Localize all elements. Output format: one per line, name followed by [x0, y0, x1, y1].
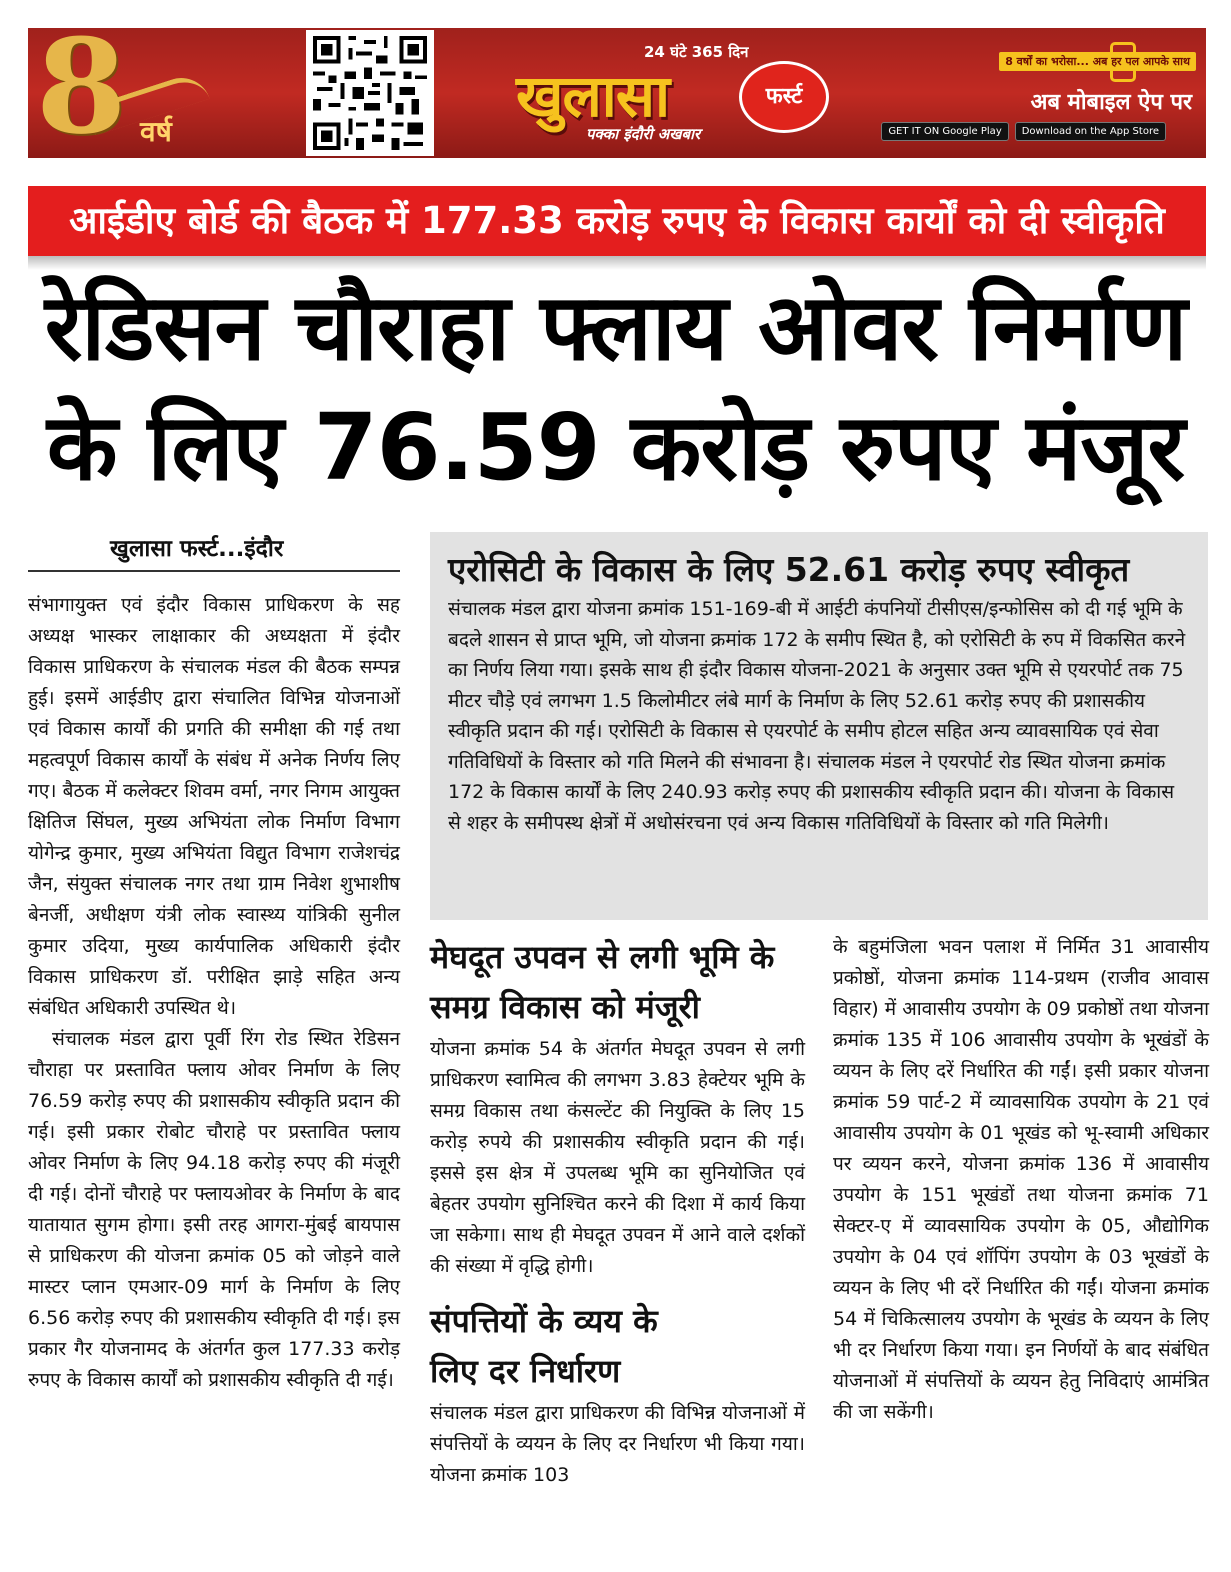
left-column [28, 590, 400, 1396]
logo-suffix: फर्स्ट [742, 64, 826, 130]
app-store-badge[interactable]: Download on the App Store [1015, 122, 1166, 141]
meghdoot-title: मेघदूत उपवन से लगी भूमि के समग्र विकास को मंजूरी [430, 938, 775, 1026]
store-badges [881, 122, 1166, 141]
aerocity-body: संचालक मंडल द्वारा योजना क्रमांक 151-169-बी में आईटी कंपनियों टीसीएस/इन्फोसिस को दी गई भूमि के बदले शासन से प्राप्त भूमि, जो योजना क्रमांक 172 के समीप स्थित है, को एरोसिटी के रुप में विकसित करने का निर्णय लिया गया। इसके साथ ही इंदौर विकास योजना-2021 के अनुसार उक्त भूमि से एयरपोर्ट तक 75 मीटर चौड़े एवं लगभग 1.5 किलोमीटर लंबे मार्ग के निर्माण के लिए 52.61 करोड़ रुपए की प्रशासकीय स्वीकृति प्रदान की गई। एरोसिटी के विकास से एयरपोर्ट के समीप होटल सहित अन्य व्यावसायिक एवं सेवा गतिविधियों के विस्तार को गति मिलने की संभावना है। संचालक मंडल ने एयरपोर्ट रोड स्थित योजना क्रमांक 172 के विकास कार्यों के लिए 240.93 करोड़ रुपए की प्रशासकीय स्वीकृति प्रदान की। योजना के विकास से शहर के समीपस्थ क्षेत्रों में अधोसंरचना एवं अन्य विकास गतिविधियों के विस्तार को गति मिलेगी। [448, 598, 1186, 834]
rates-body-continued: के बहुमंजिला भवन पलाश में निर्मित 31 आवासीय प्रकोष्ठों, योजना क्रमांक 114-प्रथम (राजीव आवास विहार) में आवासीय उपयोग के 09 प्रकोष्ठों तथा योजना क्रमांक 135 में 106 आवासीय उपयोग के भूखंडों के व्ययन के लिए दरें निर्धारित की गईं। इसी प्रकार योजना क्रमांक 59 पार्ट-2 में व्यावसायिक उपयोग के 21 एवं आवासीय उपयोग के 01 भूखंड को भू-स्वामी अधिकार पर व्ययन करने, योजना क्रमांक 136 में आवासीय उपयोग के 151 भूखंडों तथा योजना क्रमांक 71 सेक्टर-ए में व्यावसायिक उपयोग के 05, औद्योगिक उपयोग के 04 एवं शॉपिंग उपयोग के 03 भूखंडों के व्ययन के लिए भी दरें निर्धारित की गईं। योजना क्रमांक 54 में चिकित्सालय उपयोग के भूखंड के व्ययन के लिए भी दर निर्धारण किया गया। इन निर्णयों के बाद संबंधित योजनाओं में संपत्तियों के व्ययन हेतु निविदाएं आमंत्रित की जा सकेंगी। [833, 936, 1209, 1423]
newspaper-logo [516, 34, 846, 154]
app-promo [888, 42, 1196, 152]
right-column [833, 932, 1209, 1428]
anniversary-number: 8 [36, 28, 127, 158]
anniversary-emblem [28, 28, 228, 158]
logo-name: खुलासा [516, 62, 670, 130]
aerocity-box [430, 532, 1208, 920]
logo-subtitle: पक्का इंदौरी अखबार [586, 125, 701, 143]
masthead [28, 28, 1206, 158]
kicker-banner: आईडीए बोर्ड की बैठक में 177.33 करोड़ रुपए के विकास कार्यों को दी स्वीकृति [28, 186, 1206, 256]
anniversary-label: वर्ष [140, 115, 172, 148]
aerocity-title: एरोसिटी के विकास के लिए 52.61 करोड़ रुपए स्वीकृत [448, 550, 1130, 589]
left-paragraph-1: संभागायुक्त एवं इंदौर विकास प्राधिकरण के सह अध्यक्ष भास्कर लाक्षाकार की अध्यक्षता में इंदौर विकास प्राधिकरण के संचालक मंडल की बैठक सम्पन्न हुई। इसमें आईडीए द्वारा संचालित विभिन्न योजनाओं एवं विकास कार्यों की प्रगति की समीक्षा की गई तथा महत्वपूर्ण विकास कार्यों के संबंध में अनेक निर्णय लिए गए। बैठक में कलेक्टर शिवम वर्मा, नगर निगम आयुक्त क्षितिज सिंघल, मुख्य अभियंता लोक निर्माण विभाग योगेन्द्र कुमार, मुख्य अभियंता विद्युत विभाग राजेशचंद्र जैन, संयुक्त संचालक नगर तथा ग्राम निवेश शुभाशीष बेनर्जी, अधीक्षण यंत्री लोक स्वास्थ्य यांत्रिकी सुनील कुमार उदिया, मुख्य कार्यपालिक अधिकारी इंदौर विकास प्राधिकरण डॉ. परीक्षित झाड़े सहित अन्य संबंधित अधिकारी उपस्थित थे। [28, 594, 400, 1019]
byline: खुलासा फर्स्ट...इंदौर [110, 536, 284, 562]
qr-code-icon[interactable] [306, 30, 434, 156]
headline-line-1: रेडिसन चौराहा फ्लाय ओवर निर्माण [44, 274, 1187, 381]
google-play-badge[interactable]: GET IT ON Google Play [881, 122, 1008, 141]
main-headline [20, 268, 1211, 508]
rates-title: संपत्तियों के व्यय के लिए दर निर्धारण [430, 1302, 658, 1390]
byline-rule [28, 570, 400, 572]
rates-body-start: संचालक मंडल द्वारा प्राधिकरण की विभिन्न योजनाओं में संपत्तियों के व्ययन के लिए दर निर्धारण भी किया गया। योजना क्रमांक 103 [430, 1402, 805, 1486]
logo-tagline: 24 घंटे 365 दिन [644, 43, 749, 61]
qr-code-graphic [312, 36, 428, 150]
meghdoot-body: योजना क्रमांक 54 के अंतर्गत मेघदूत उपवन से लगी प्राधिकरण स्वामित्व की लगभग 3.83 हेक्टेयर भूमि के समग्र विकास तथा कंसल्टेंट की नियुक्ति के लिए 15 करोड़ रुपये की प्रशासकीय स्वीकृति प्रदान की गई। इससे इस क्षेत्र में उपलब्ध भूमि का सुनियोजित एवं बेहतर उपयोग सुनिश्चित करने की दिशा में कार्य किया जा सकेगा। साथ ही मेघदूत उपवन में आने वाले दर्शकों की संख्या में वृद्धि होगी। [430, 1038, 805, 1277]
left-paragraph-2: संचालक मंडल द्वारा पूर्वी रिंग रोड स्थित रेडिसन चौराहा पर प्रस्तावित फ्लाय ओवर निर्माण के लिए 76.59 करोड़ रुपए की प्रशासकीय स्वीकृति प्रदान की गई। इसी प्रकार रोबोट चौराहे पर प्रस्तावित फ्लाय ओवर निर्माण के लिए 94.18 करोड़ रुपए की मंजूरी दी गई। दोनों चौराहे पर फ्लायओवर के निर्माण के बाद यातायात सुगम होगा। इसी तरह आगरा-मुंबई बायपास से प्राधिकरण की योजना क्रमांक 05 को जोड़ने वाले मास्टर प्लान एमआर-09 मार्ग के निर्माण के लिए 6.56 करोड़ रुपए की प्रशासकीय स्वीकृति दी गई। इस प्रकार गैर योजनामद के अंतर्गत कुल 177.33 करोड़ रुपए के विकास कार्यों को प्रशासकीय स्वीकृति दी गई। [28, 1028, 400, 1391]
app-title: अब मोबाइल ऐप पर [1030, 90, 1192, 115]
middle-column [430, 932, 805, 1491]
headline-line-2: के लिए 76.59 करोड़ रुपए मंजूर [46, 394, 1185, 501]
app-trust-banner: 8 वर्षों का भरोसा... अब हर पल आपके साथ [999, 52, 1196, 71]
